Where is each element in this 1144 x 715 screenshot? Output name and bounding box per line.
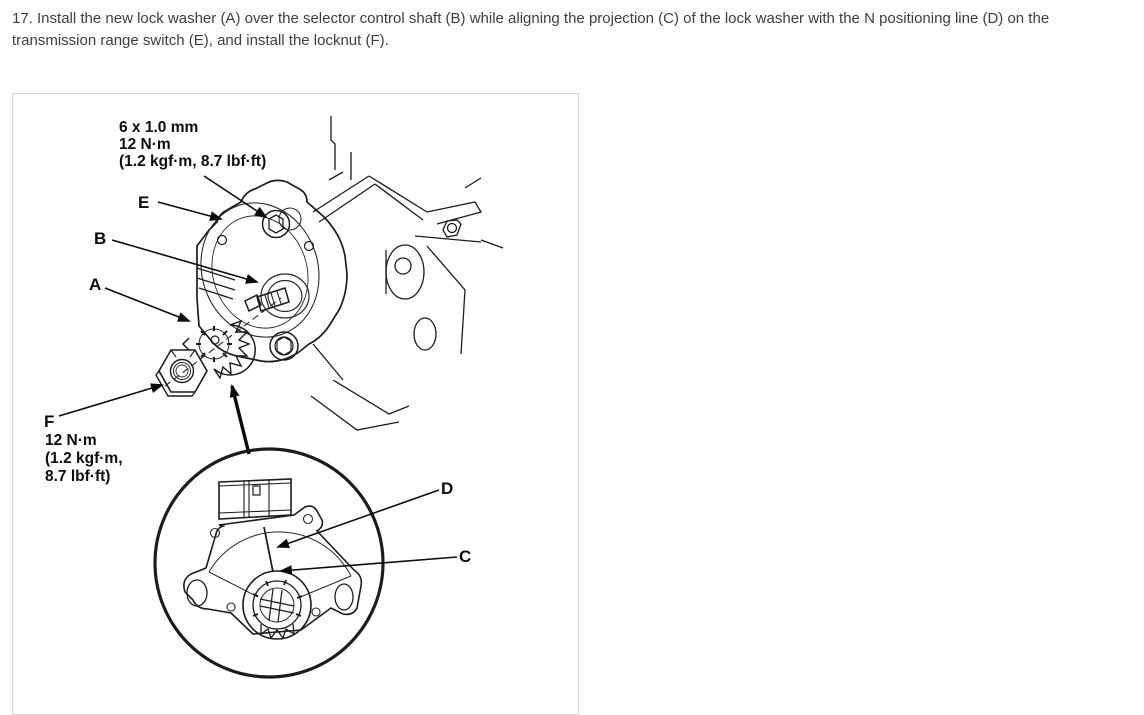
top-bolt-drawing <box>263 208 302 238</box>
installed-washer-drawing <box>243 571 311 639</box>
bottom-bolt-drawing <box>270 332 298 360</box>
label-a: A <box>89 275 102 294</box>
bolt-torque-alt-spec: (1.2 kgf·m, 8.7 lbf·ft) <box>119 153 267 170</box>
label-c: C <box>459 547 472 566</box>
technical-diagram-svg <box>13 94 576 712</box>
leader-arrow-d <box>278 490 439 547</box>
magnifier-arrow <box>232 386 249 454</box>
leader-arrow-b <box>112 240 257 282</box>
bolt-torque-spec: 12 N·m <box>119 136 171 153</box>
locknut-torque-alt-1: (1.2 kgf·m, <box>45 450 123 467</box>
connector-drawing <box>219 479 291 519</box>
label-e: E <box>138 193 150 212</box>
locknut-torque-alt-2: 8.7 lbf·ft) <box>45 468 111 485</box>
label-b: B <box>94 229 107 248</box>
n-positioning-line <box>264 527 273 572</box>
leader-arrow-e <box>158 202 221 219</box>
figure-text <box>44 119 471 566</box>
leader-arrow-a <box>105 288 189 321</box>
instruction-text: 17. Install the new lock washer (A) over the selector control shaft (B) while aligning the projection (C) of the lock washer with the N positioning line (D) on the transmission range switch (E), and install the locknut (F). <box>12 10 1050 49</box>
engine-background-drawing <box>311 116 503 430</box>
label-d: D <box>441 479 454 498</box>
locknut-drawing <box>156 350 207 396</box>
leader-arrow-bolt-spec <box>204 176 266 217</box>
detail-circle <box>155 449 383 677</box>
assembly-axis-line <box>165 298 281 386</box>
leader-arrow-c <box>281 557 457 571</box>
label-f: F <box>44 412 55 431</box>
figure-panel <box>12 93 579 715</box>
leader-arrow-f <box>59 385 162 416</box>
bolt-size-spec: 6 x 1.0 mm <box>119 119 199 136</box>
locknut-torque-spec: 12 N·m <box>45 432 97 449</box>
range-switch-drawing <box>184 180 347 361</box>
